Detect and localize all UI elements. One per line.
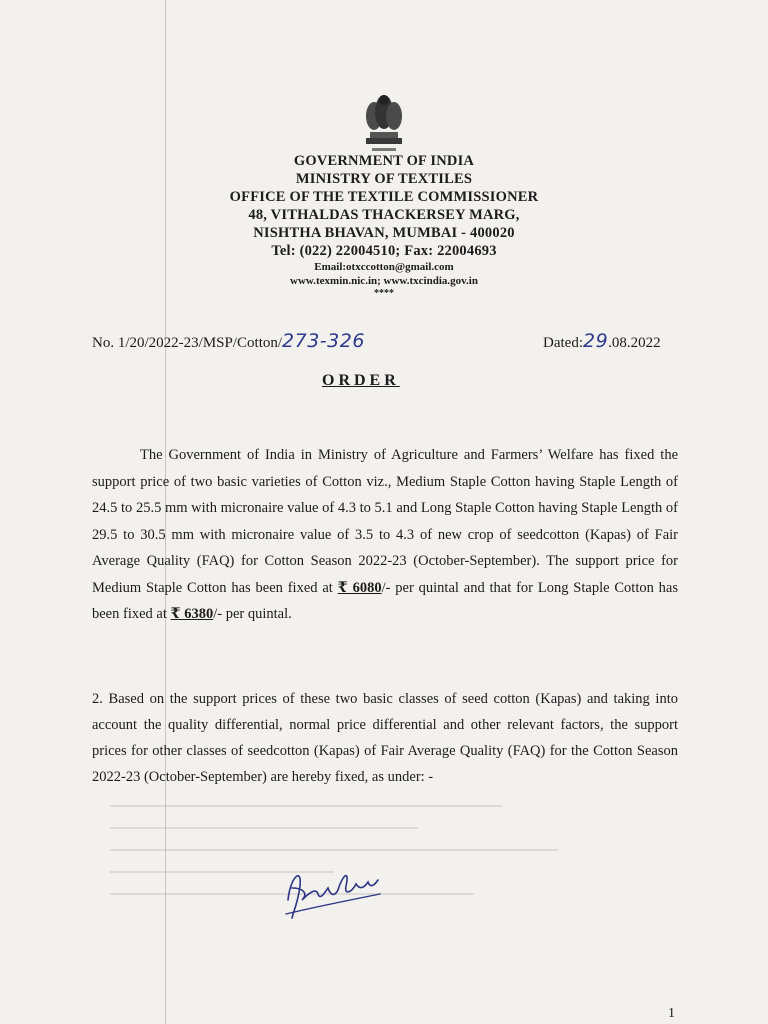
national-emblem-icon: [352, 86, 416, 158]
date-handwritten-day: 29: [582, 330, 609, 352]
letterhead-email: Email:otxccotton@gmail.com: [314, 261, 454, 273]
reference-handwritten: 273-326: [282, 330, 365, 352]
letterhead-office: OFFICE OF THE TEXTILE COMMISSIONER: [229, 189, 539, 205]
letterhead-separator: ****: [374, 288, 394, 299]
paragraph-1-text-b: /- per quintal and that for Long Staple Cotton has been fixed at: [92, 579, 679, 622]
reference-number: [92, 330, 365, 352]
letterhead-phone: Tel: (022) 22004510; Fax: 22004693: [271, 243, 497, 259]
order-title: ORDER: [322, 372, 400, 389]
price-long-staple: ₹ 6380: [170, 606, 214, 622]
bleed-through-shadow: [110, 785, 670, 1015]
letterhead-ministry: MINISTRY OF TEXTILES: [295, 171, 473, 187]
handwritten-signature: [280, 858, 390, 922]
paragraph-2: 2. Based on the support prices of these two basic classes of seed cotton (Kapas) and taking into account the quality differential, normal price differential and other relevant factors, the support prices for other classes of seedcotton (Kapas) of Fair Average Quality (FAQ) for the Cotton Season 2022-23 (October-September) are hereby fixed, as under: -: [92, 691, 678, 785]
date-rest: .08.2022: [608, 335, 661, 351]
page-number: 1: [668, 1006, 675, 1021]
paragraph-1-text-c: /- per quintal.: [213, 606, 292, 622]
paragraph-1: [92, 442, 678, 628]
paragraph-1-text-a: The Government of India in Ministry of Agriculture and Farmers’ Welfare has fixed the support price of two basic varieties of Cotton viz., Medium Staple Cotton having Staple Length of 24.5 to 25.5 mm with micronaire value of 4.3 to 5.1 and Long Staple Cotton having Staple Length of 29.5 to 30.5 mm with micronaire value of 3.5 to 4.3 of new crop of seedcotton (Kapas) of Fair Average Quality (FAQ) for Cotton Season 2022-23 (October-September). The support price for Medium Staple Cotton has been fixed at: [92, 447, 678, 596]
letterhead-websites: www.texmin.nic.in; www.txcindia.gov.in: [290, 275, 478, 287]
order-date: [543, 330, 661, 352]
price-medium-staple: ₹ 6080: [337, 579, 382, 596]
letterhead-building: NISHTHA BHAVAN, MUMBAI - 400020: [253, 225, 515, 241]
date-label: Dated:: [543, 335, 583, 351]
reference-prefix: No. 1/20/2022-23/MSP/Cotton/: [92, 335, 283, 351]
letterhead-government: GOVERNMENT OF INDIA: [293, 153, 475, 169]
letterhead-address: 48, VITHALDAS THACKERSEY MARG,: [248, 207, 520, 223]
letterhead: [150, 152, 618, 300]
